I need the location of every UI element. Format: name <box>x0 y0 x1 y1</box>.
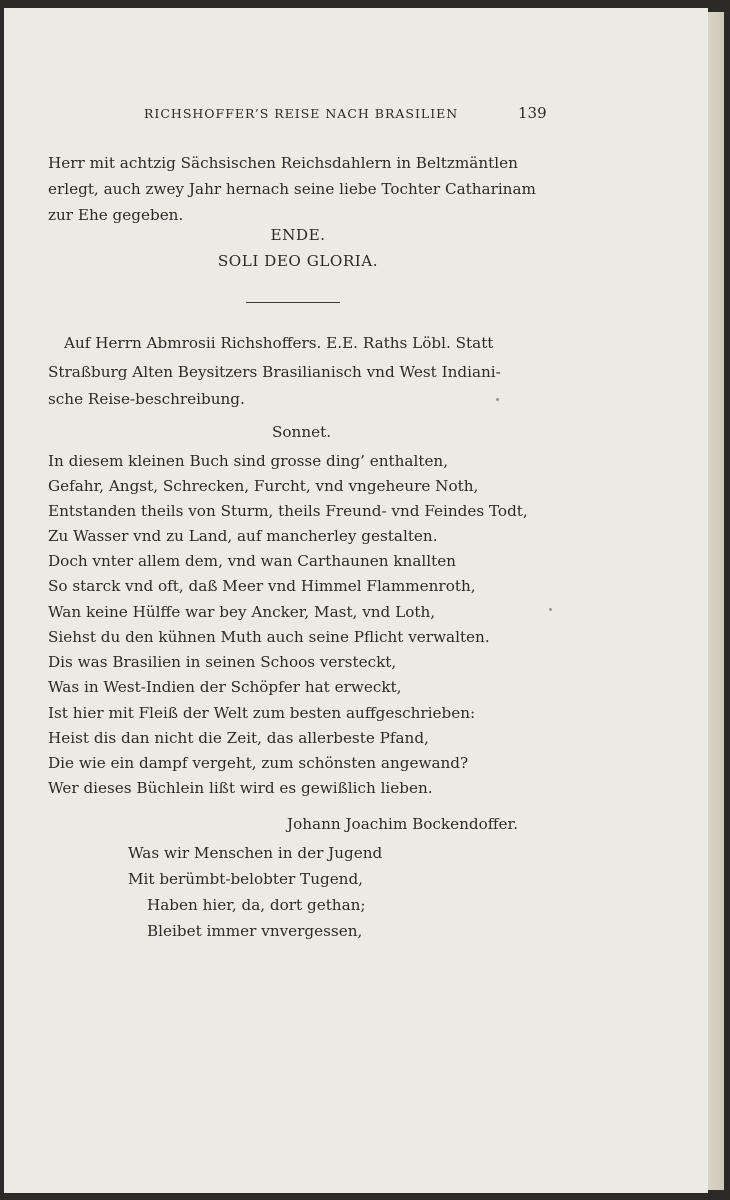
text-line: erlegt, auch zwey Jahr hernach seine liebe Tochter Catharinam <box>48 180 536 198</box>
verse-line: Mit berümbt-belobter Tugend, <box>128 870 364 888</box>
paper-speck <box>549 608 552 611</box>
page-number: 139 <box>518 104 547 122</box>
intro-line: sche Reise-beschreibung. <box>48 390 245 408</box>
verse-line: Haben hier, da, dort gethan; <box>147 896 366 914</box>
page-edge <box>706 12 724 1190</box>
sonnet-line: Was in West-Indien der Schöpfer hat erweckt, <box>48 678 402 696</box>
sonnet-line: Wan keine Hülffe war bey Ancker, Mast, vnd Loth, <box>48 603 436 621</box>
sonnet-line: Entstanden theils von Sturm, theils Freund- vnd Feindes Todt, <box>48 502 528 520</box>
soli-deo-gloria-heading: SOLI DEO GLORIA. <box>217 252 379 270</box>
sonnet-title: Sonnet. <box>272 423 332 441</box>
sonnet-line: Zu Wasser vnd zu Land, auf mancherley gestalten. <box>48 527 438 545</box>
page <box>4 8 708 1193</box>
sonnet-line: Siehst du den kühnen Muth auch seine Pflicht verwalten. <box>48 628 490 646</box>
verse-line: Bleibet immer vnvergessen, <box>147 922 363 940</box>
sonnet-line: Wer dieses Büchlein lißt wird es gewißlich lieben. <box>48 779 433 797</box>
running-head: RICHSHOFFER’S REISE NACH BRASILIEN <box>144 106 459 121</box>
text-line: Herr mit achtzig Sächsischen Reichsdahlern in Beltzmäntlen <box>48 154 518 172</box>
intro-line: Auf Herrn Abmrosii Richshoffers. E.E. Raths Löbl. Statt <box>64 334 494 352</box>
intro-line: Straßburg Alten Beysitzers Brasilianisch vnd West Indiani- <box>48 363 501 381</box>
sonnet-line: In diesem kleinen Buch sind grosse ding’ enthalten, <box>48 452 449 470</box>
verse-line: Was wir Menschen in der Jugend <box>128 844 383 862</box>
sonnet-line: Die wie ein dampf vergeht, zum schönsten angewand? <box>48 754 469 772</box>
sonnet-line: Heist dis dan nicht die Zeit, das allerbeste Pfand, <box>48 729 429 747</box>
ende-heading: ENDE. <box>270 226 326 244</box>
sonnet-line: Ist hier mit Fleiß der Welt zum besten auffgeschrieben: <box>48 704 476 722</box>
text-line: zur Ehe gegeben. <box>48 206 184 224</box>
signature: Johann Joachim Bockendoffer. <box>287 815 518 833</box>
paper-speck <box>496 398 499 401</box>
section-divider <box>246 302 340 303</box>
sonnet-line: Dis was Brasilien in seinen Schoos versteckt, <box>48 653 397 671</box>
sonnet-line: Gefahr, Angst, Schrecken, Furcht, vnd vngeheure Noth, <box>48 477 479 495</box>
sonnet-line: So starck vnd oft, daß Meer vnd Himmel Flammenroth, <box>48 577 476 595</box>
sonnet-line: Doch vnter allem dem, vnd wan Carthaunen knallten <box>48 552 456 570</box>
